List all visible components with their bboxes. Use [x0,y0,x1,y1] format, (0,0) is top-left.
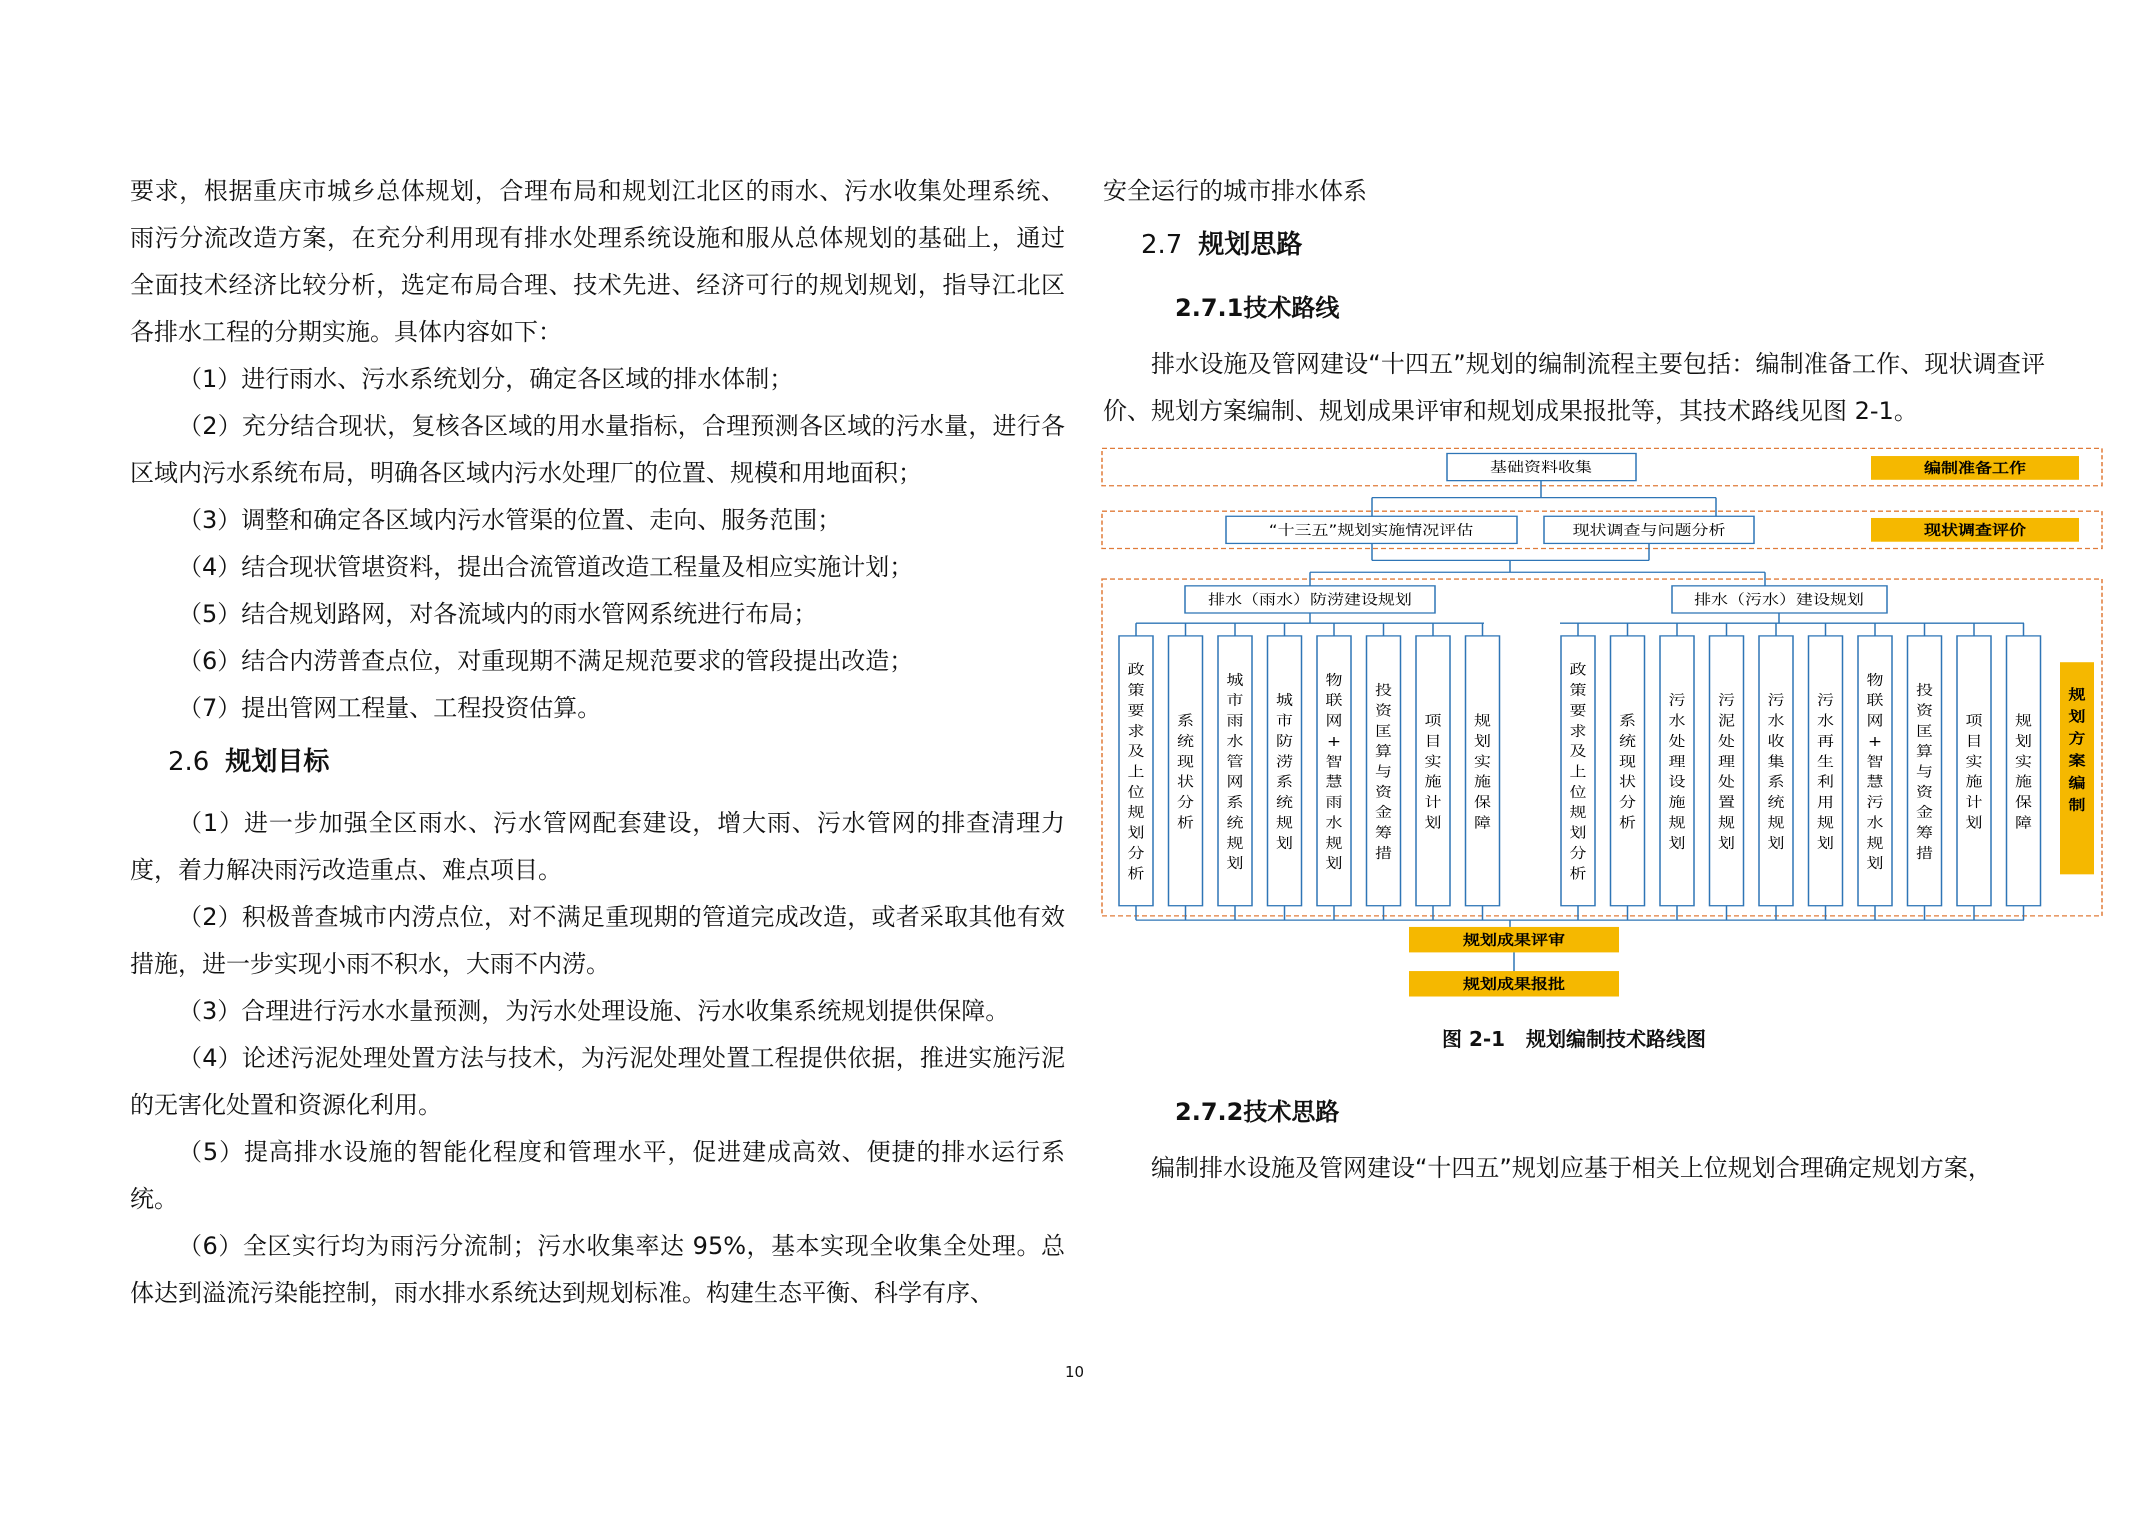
plan-item-char: 位 [1127,783,1145,801]
section-title: 规划思路 [1198,230,1303,260]
plan-item-char: 资 [1916,783,1933,801]
page-number: 10 [1064,1363,1085,1381]
plan-item [1416,623,1450,920]
goal-item: （4）论述污泥处理处置方法与技术，为污泥处理处置工程提供依据，推进实施污泥的无害化处置和资源化利用。 [130,1044,1065,1119]
plan-item [1809,623,1843,920]
plan-item-char: 水 [1325,813,1343,832]
plan-item-char: 障 [1474,813,1491,832]
plan-item-char: 设 [1668,772,1686,791]
plan-item-char: 划 [1767,834,1785,852]
plan-item-label [1916,681,1934,861]
plan-item-char: 水 [1668,711,1686,730]
tech-route-diagram [1100,445,2105,1005]
plan-item-char: 划 [1668,834,1686,852]
plan-item-char: 规 [1817,813,1834,832]
plan-item-char: 涝 [1276,752,1293,770]
plan-item-char: 污 [1767,691,1785,709]
plan-item-char: 污 [1718,691,1735,709]
plan-item-char: 施 [2015,772,2032,791]
right-column [1103,168,2086,1192]
plan-item-char: 规 [1226,834,1244,852]
plan-item-box [1710,636,1744,906]
review-approval-group [1409,920,1619,996]
plan-item-char: 现 [1619,752,1636,770]
plan-item-char: 物 [1325,671,1343,689]
plan-item-char: 分 [1569,844,1587,862]
plan-item-char: 措 [1916,844,1933,862]
goal-item: （6）全区实行均为雨污分流制；污水收集率达 95%，基本实现全收集全处理。总体达到溢流污染能控制，雨水排水系统达到规划标准。构建生态平衡、科学有序、 [130,1232,1065,1307]
plan-item-char: 联 [1866,691,1884,709]
plan-item-char: 措 [1375,844,1392,862]
plan-item-char: 慧 [1866,772,1884,791]
plan-item-label [1128,661,1145,882]
plan-item-char: 规 [2015,711,2032,730]
plan-item-char: 系 [1276,772,1293,791]
plan-item-char: 污 [1668,691,1686,709]
content-item: （5）结合规划路网，对各流域内的雨水管网系统进行布局； [178,600,818,628]
plan-item-char: 计 [1965,793,1983,811]
plan-item-char: 与 [1916,762,1933,781]
plan-item-char: 筹 [1916,823,1933,842]
plan-item-char: 利 [1817,772,1834,791]
plan-item-char: 统 [1226,813,1244,832]
caption-title: 规划编制技术路线图 [1526,1027,1706,1051]
plan-item-char: 处 [1718,732,1735,750]
rain-plan-label: 排水（雨水）防涝建设规划 [1208,590,1412,609]
plan-item-char: 处 [1718,772,1735,791]
plan-item-box [1416,636,1450,906]
plan-item [1908,623,1942,920]
plan-item-char: 城 [1276,691,1293,709]
rain-items-group [1119,623,1500,920]
plan-item-char: 求 [1127,722,1145,740]
plan-item-char: 划 [1424,813,1442,832]
plan-item-char: + [1326,732,1342,750]
plan-item-char: 网 [1866,711,1884,730]
plan-item-char: 规 [1276,813,1293,832]
plan-item-box [1660,636,1694,906]
plan-item-char: + [1867,732,1883,750]
plan-item-char: 统 [1767,793,1785,811]
plan-item [1466,623,1500,920]
plan-item-char: 施 [1965,772,1983,791]
stage-char: 规 [2068,685,2086,704]
plan-item-char: 资 [1375,783,1392,801]
section-number: 2.7 [1141,230,1183,260]
stage-char: 方 [2068,729,2086,748]
plan-item-label [1570,661,1587,882]
plan-item-char: 及 [1569,742,1587,760]
plan-item-char: 析 [1569,864,1587,882]
subsection-heading-2-7-1: 2.7.1技术路线 [1175,294,1340,322]
plan-item-char: 与 [1375,762,1392,781]
plan-item-char: 政 [1569,660,1587,679]
plan-item-char: 理 [1668,752,1686,770]
plan-item-char: 金 [1375,803,1392,821]
goal-item: （2）积极普查城市内涝点位，对不满足重现期的管道完成改造，或者采取其他有效措施，进一步实现小雨不积水，大雨不内涝。 [130,903,1065,978]
plan-item-char: 智 [1866,752,1884,770]
content-item: （4）结合现状管堪资料，提出合流管道改造工程量及相应实施计划； [178,553,914,581]
plan-item-char: 规 [1718,813,1735,832]
plan-item-char: 系 [1177,711,1194,730]
plan-item-char: 统 [1276,793,1293,811]
stage-char: 案 [2068,752,2086,770]
plan-item-char: 划 [1474,732,1491,750]
plan-item-char: 上 [1569,762,1587,781]
figure-caption [1103,1019,2045,1059]
stage-char: 制 [2068,796,2086,814]
plan-item [1660,623,1694,920]
section-heading-2-7 [1103,215,2045,275]
plan-item-char: 网 [1325,711,1343,730]
plan-item-char: 策 [1127,681,1145,699]
plan-item-char: 施 [1668,793,1686,811]
plan-item-char: 计 [1424,793,1442,811]
plan-item-char: 系 [1767,772,1785,791]
plan-item-char: 管 [1226,752,1244,770]
plan-item-char: 实 [1965,752,1983,770]
plan-item-char: 置 [1718,793,1735,811]
content-item: （1）进行雨水、污水系统划分，确定各区域的排水体制； [178,365,794,393]
plan-item-char: 析 [1127,864,1145,882]
plan-item-char: 划 [1325,854,1343,872]
section-heading-2-6 [130,732,1065,792]
plan-item-char: 障 [2015,813,2032,832]
plan-item-char: 划 [1127,823,1145,842]
section-title: 规划目标 [225,747,330,777]
caption-number: 图 2-1 [1442,1027,1506,1051]
plan-item-char: 系 [1226,793,1244,811]
plan-item-char: 划 [1965,813,1983,832]
plan-item-char: 投 [1916,681,1933,699]
plan-item-box [1759,636,1793,906]
plan-item-char: 用 [1817,793,1834,811]
goal-item: （5）提高排水设施的智能化程度和管理水平，促进建成高效、便捷的排水运行系统。 [130,1138,1065,1213]
sewage-items-group [1561,623,2041,920]
plan-item-char: 析 [1619,813,1636,832]
plan-item-char: 划 [2015,732,2032,750]
plan-item-char: 求 [1569,722,1587,740]
plan-item-char: 析 [1177,813,1194,832]
top-box-label: 基础资料收集 [1490,458,1592,476]
plan-item-char: 要 [1569,701,1587,720]
plan-item-char: 泥 [1718,711,1735,730]
plan-item [1561,623,1595,920]
plan-item-char: 物 [1866,671,1884,689]
plan-item-box [1809,636,1843,906]
plan-item-char: 政 [1127,660,1145,679]
plan-item-box [2007,636,2041,906]
tech-route-paragraph: 排水设施及管网建设“十四五”规划的编制流程主要包括：编制准备工作、现状调查评价、规划方案编制、规划成果评审和规划成果报批等，其技术路线见图 2-1。 [1103,350,2045,425]
plan-item-char: 状 [1619,772,1636,791]
plan-item-char: 目 [1965,732,1983,750]
plan-item-box [1611,636,1645,906]
plan-item-char: 施 [1424,772,1442,791]
plan-item-char: 划 [1569,823,1587,842]
plan-item-char: 联 [1325,691,1343,709]
plan-item-char: 统 [1177,732,1194,750]
plan-item-char: 算 [1375,742,1392,760]
plan-item-char: 市 [1226,691,1244,709]
plan-item-char: 规 [1668,813,1686,832]
plan-item-char: 分 [1127,844,1145,862]
plan-item-char: 水 [1817,711,1834,730]
plan-item-char: 保 [2015,793,2032,811]
plan-item [2007,623,2041,920]
stage-label-prep: 编制准备工作 [1924,459,2026,477]
content-item: （6）结合内涝普查点位，对重现期不满足规范要求的管段提出改造； [178,647,914,675]
plan-item-char: 规 [1569,803,1587,821]
plan-item-char: 资 [1375,701,1392,720]
sewage-plan-label: 排水（污水）建设规划 [1694,590,1864,609]
plan-item-char: 策 [1569,681,1587,699]
content-item: （3）调整和确定各区域内污水管渠的位置、走向、服务范围； [178,506,842,534]
plan-item-char: 保 [1474,793,1491,811]
plan-item-char: 状 [1177,772,1194,791]
approval-label: 规划成果报批 [1463,975,1565,993]
plan-item-char: 金 [1916,803,1933,821]
plan-item-char: 实 [1474,752,1491,770]
plan-item-char: 智 [1325,752,1343,770]
plan-item-char: 集 [1767,752,1785,770]
content-item: （7）提出管网工程量、工程投资估算。 [178,694,602,722]
plan-item [1218,623,1252,920]
plan-item-char: 资 [1916,701,1933,720]
plan-item-char: 收 [1767,732,1785,750]
plan-item-char: 系 [1619,711,1636,730]
plan-item-char: 实 [2015,752,2032,770]
plan-item-char: 理 [1718,752,1735,770]
plan-item-char: 雨 [1226,711,1244,730]
plan-item-char: 慧 [1325,772,1343,791]
plan-item-box [1957,636,1991,906]
plan-item-char: 市 [1276,711,1293,730]
plan-item-label [1375,681,1393,861]
plan-item-char: 项 [1424,711,1442,730]
plan-item-char: 规 [1127,803,1145,821]
review-label: 规划成果评审 [1463,931,1565,949]
plan-item-char: 防 [1276,732,1293,750]
plan-item [1268,623,1302,920]
plan-item-box [1466,636,1500,906]
plan-item-char: 项 [1965,711,1983,730]
plan-item-char: 规 [1866,834,1884,852]
left-column [130,168,1065,1317]
stage-label-eval: 现状调查评价 [1924,521,2026,539]
plan-item-char: 污 [1866,793,1884,811]
plan-item-char: 规 [1325,834,1343,852]
plan-item [1317,623,1351,920]
plan-item-char: 水 [1226,732,1244,750]
plan-item-char: 筹 [1375,823,1392,842]
plan-item [1169,623,1203,920]
plan-item-char: 现 [1177,752,1194,770]
plan-item-char: 统 [1619,732,1636,750]
plan-item [1957,623,1991,920]
plan-item-char: 规 [1767,813,1785,832]
plan-item-char: 网 [1226,772,1244,791]
plan-item-char: 分 [1177,793,1194,811]
plan-item-char: 上 [1127,762,1145,781]
plan-item-char: 划 [1276,834,1293,852]
plan-item-char: 雨 [1325,793,1343,811]
eval-right-label: 现状调查与问题分析 [1572,521,1726,539]
plan-item-char: 划 [1817,834,1834,852]
plan-item [1367,623,1401,920]
plan-item-char: 匡 [1916,722,1933,740]
content-item: （2）充分结合现状，复核各区域的用水量指标，合理预测各区域的污水量，进行各区域内污水系统布局，明确各区域内污水处理厂的位置、规模和用地面积； [130,412,1065,487]
plan-item-box [1169,636,1203,906]
plan-item-char: 算 [1916,742,1933,760]
plan-item-char: 及 [1127,742,1145,760]
plan-item-char: 水 [1767,711,1785,730]
plan-item-char: 划 [1866,854,1884,872]
plan-item [1858,623,1892,920]
plan-item-box [1268,636,1302,906]
tech-thought-paragraph: 编制排水设施及管网建设“十四五”规划应基于相关上位规划合理确定规划方案， [1151,1154,1992,1182]
plan-item-char: 处 [1668,732,1686,750]
plan-item-char: 施 [1474,772,1491,791]
stage-char: 划 [2068,707,2086,726]
plan-item-char: 要 [1127,701,1145,720]
plan-item-char: 划 [1718,834,1735,852]
eval-left-label: “十三五”规划实施情况评估 [1268,521,1474,539]
plan-item [1710,623,1744,920]
subsection-heading-2-7-2: 2.7.2技术思路 [1175,1098,1340,1126]
plan-item-char: 规 [1474,711,1491,730]
plan-item-char: 污 [1817,691,1834,709]
plan-item [1759,623,1793,920]
plan-item-char: 生 [1817,752,1834,770]
section-number: 2.6 [168,747,210,777]
flowchart-svg [1100,445,2105,1005]
goal-item: （1）进一步加强全区雨水、污水管网配套建设，增大雨、污水管网的排查清理力度，着力解决雨污改造重点、难点项目。 [130,809,1065,884]
plan-item [1611,623,1645,920]
plan-item-char: 目 [1424,732,1442,750]
plan-item [1119,623,1153,920]
plan-item-char: 再 [1817,732,1834,750]
stage-char: 编 [2068,774,2086,792]
continuation-text: 安全运行的城市排水体系 [1103,177,1367,205]
goal-item: （3）合理进行污水水量预测，为污水处理设施、污水收集系统规划提供保障。 [178,997,1010,1025]
plan-item-char: 投 [1375,681,1392,699]
plan-item-char: 水 [1866,813,1884,832]
intro-paragraph: 要求，根据重庆市城乡总体规划，合理布局和规划江北区的雨水、污水收集处理系统、雨污分流改造方案，在充分利用现有排水处理系统设施和服从总体规划的基础上，通过全面技术经济比较分析，选定布局合理、技术先进、经济可行的规划规划，指导江北区各排水工程的分期实施。具体内容如下： [130,177,1065,346]
plan-item-char: 分 [1619,793,1636,811]
plan-item-char: 实 [1424,752,1442,770]
plan-item-char: 划 [1226,854,1244,872]
plan-item-char: 城 [1226,671,1244,689]
plan-item-char: 位 [1569,783,1587,801]
plan-item-char: 匡 [1375,722,1392,740]
